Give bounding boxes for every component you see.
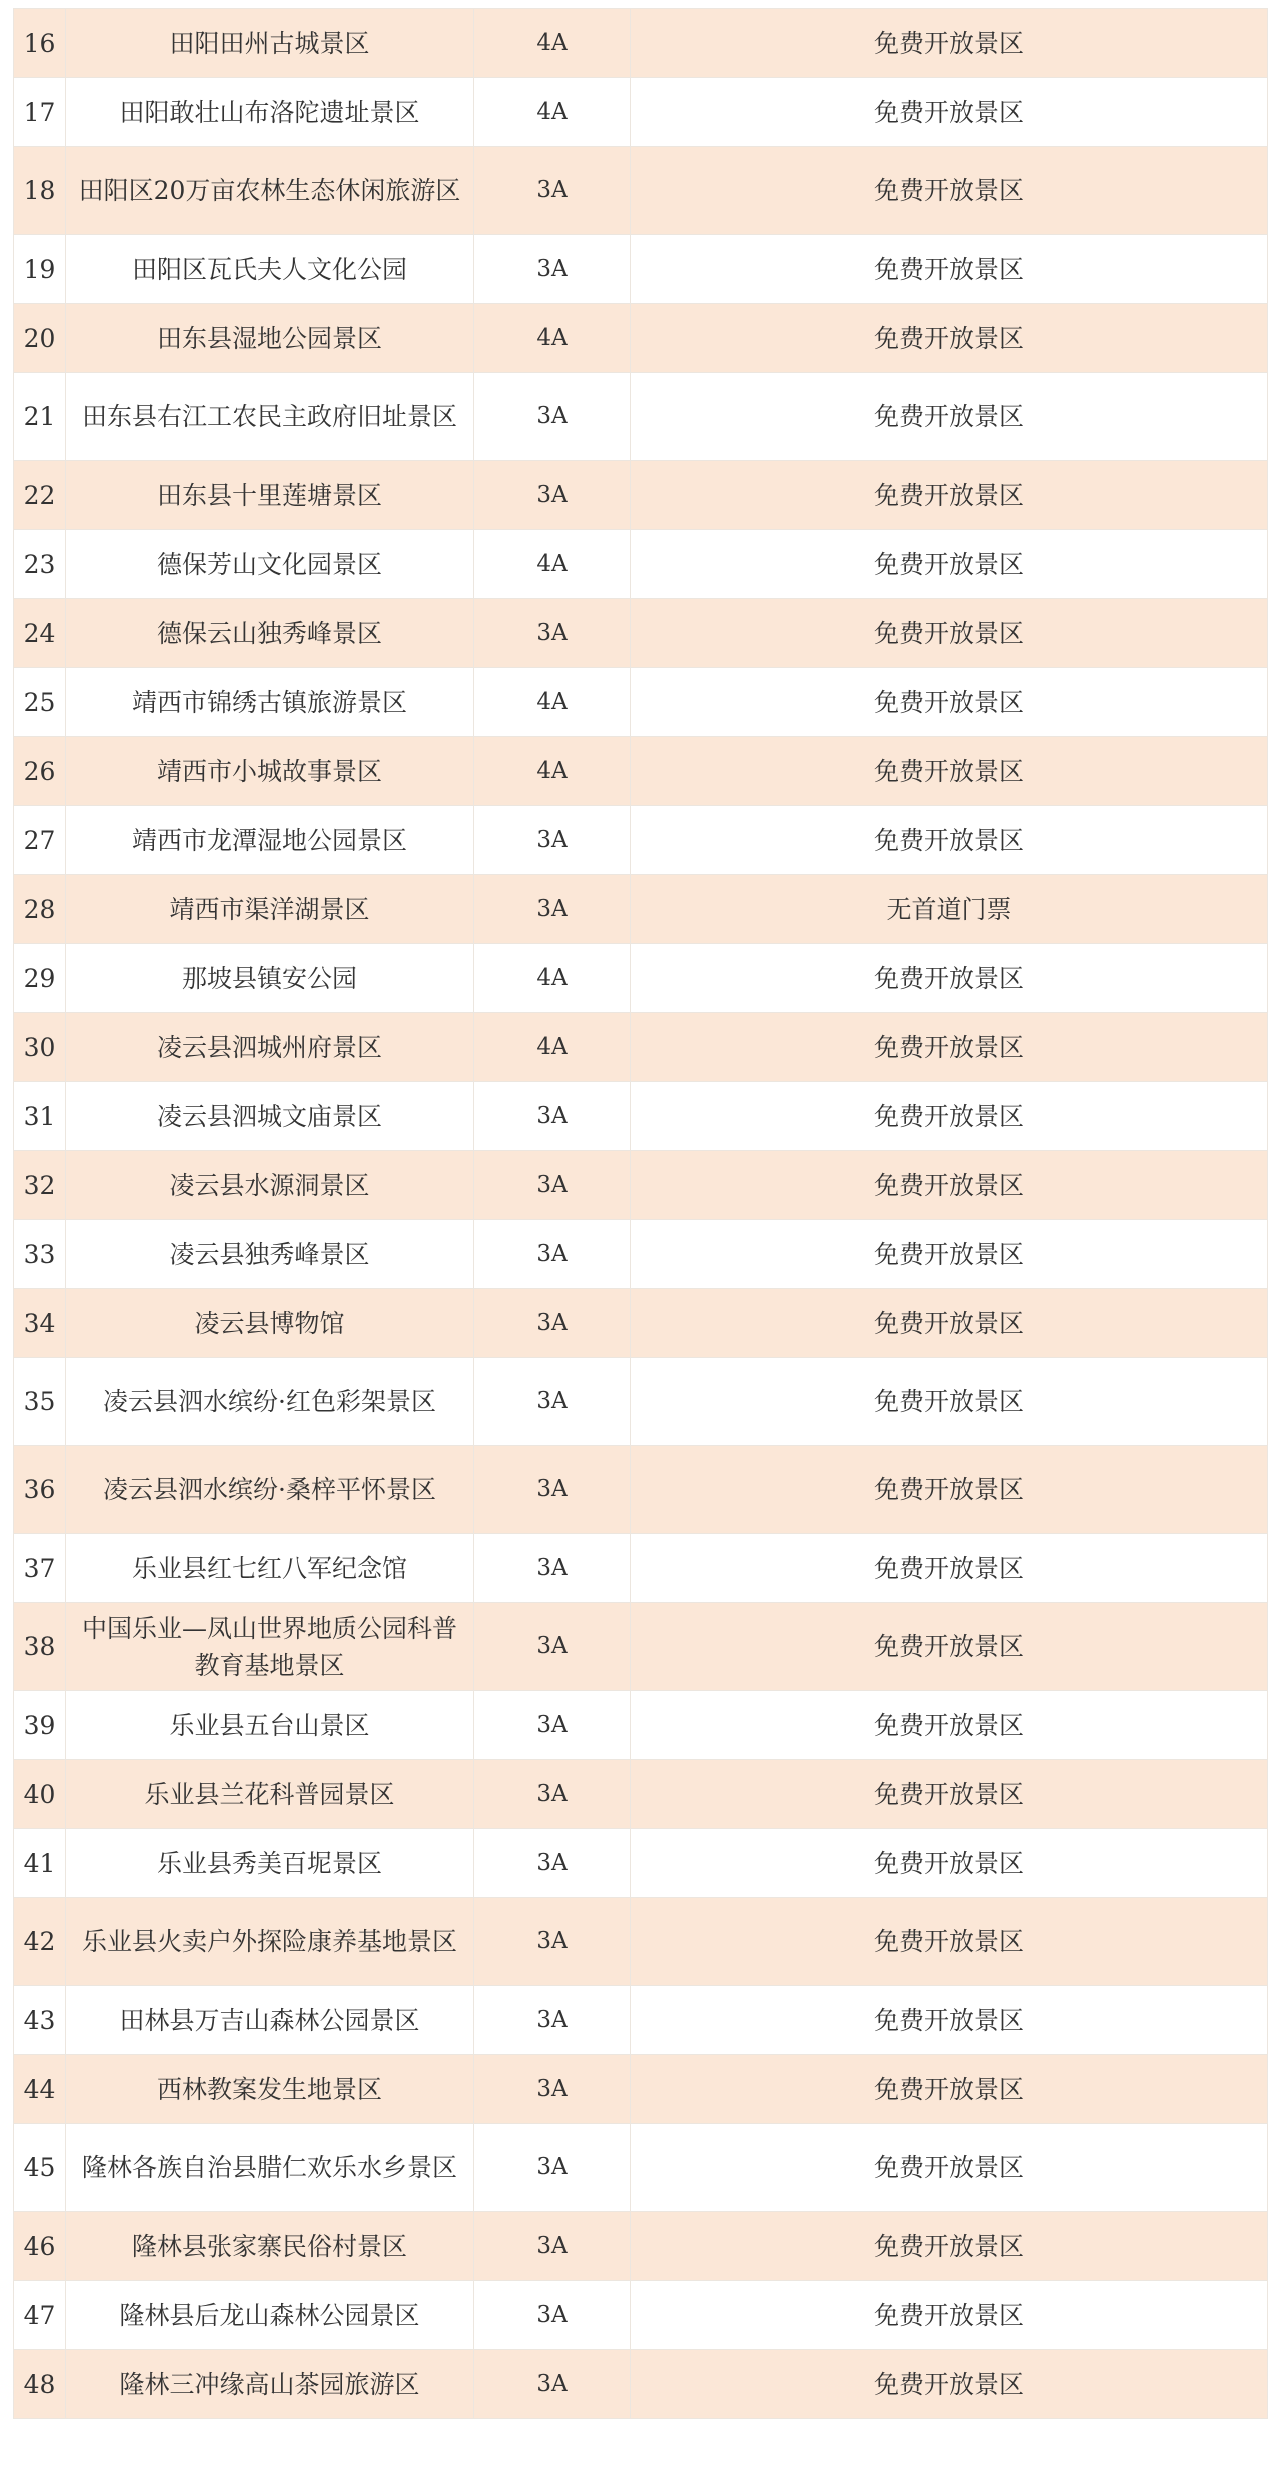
scenic-level: 3A	[474, 1220, 631, 1289]
table-row	[14, 1829, 1268, 1898]
ticket-note: 免费开放景区	[631, 304, 1268, 373]
scenic-spot-name: 西林教案发生地景区	[66, 2055, 474, 2124]
scenic-level: 3A	[474, 1986, 631, 2055]
table-row	[14, 1289, 1268, 1358]
row-number: 36	[14, 1446, 66, 1534]
scenic-level: 3A	[474, 1760, 631, 1829]
scenic-spot-name: 乐业县秀美百坭景区	[66, 1829, 474, 1898]
scenic-spot-name: 德保芳山文化园景区	[66, 530, 474, 599]
ticket-note: 免费开放景区	[631, 1691, 1268, 1760]
ticket-note: 免费开放景区	[631, 1603, 1268, 1691]
ticket-note: 免费开放景区	[631, 668, 1268, 737]
row-number: 43	[14, 1986, 66, 2055]
ticket-note: 免费开放景区	[631, 1446, 1268, 1534]
scenic-spot-name: 隆林三冲缘高山茶园旅游区	[66, 2350, 474, 2419]
scenic-spot-name: 乐业县兰花科普园景区	[66, 1760, 474, 1829]
row-number: 32	[14, 1151, 66, 1220]
table-row	[14, 1898, 1268, 1986]
row-number: 24	[14, 599, 66, 668]
row-number: 35	[14, 1358, 66, 1446]
table-row	[14, 1446, 1268, 1534]
scenic-level: 3A	[474, 373, 631, 461]
table-row	[14, 875, 1268, 944]
scenic-spot-table	[13, 8, 1268, 2419]
scenic-spot-name: 那坡县镇安公园	[66, 944, 474, 1013]
row-number: 18	[14, 147, 66, 235]
scenic-level: 3A	[474, 1603, 631, 1691]
scenic-level: 3A	[474, 1829, 631, 1898]
scenic-level: 3A	[474, 461, 631, 530]
scenic-spot-name: 凌云县泗水缤纷·桑梓平怀景区	[66, 1446, 474, 1534]
ticket-note: 无首道门票	[631, 875, 1268, 944]
scenic-level: 4A	[474, 737, 631, 806]
ticket-note: 免费开放景区	[631, 1534, 1268, 1603]
table-row	[14, 373, 1268, 461]
scenic-spot-name: 乐业县火卖户外探险康养基地景区	[66, 1898, 474, 1986]
scenic-level: 3A	[474, 147, 631, 235]
scenic-spot-name: 乐业县红七红八军纪念馆	[66, 1534, 474, 1603]
table-row	[14, 2350, 1268, 2419]
scenic-spot-name: 隆林各族自治县腊仁欢乐水乡景区	[66, 2124, 474, 2212]
row-number: 17	[14, 78, 66, 147]
row-number: 16	[14, 9, 66, 78]
ticket-note: 免费开放景区	[631, 373, 1268, 461]
scenic-spot-name: 靖西市渠洋湖景区	[66, 875, 474, 944]
row-number: 44	[14, 2055, 66, 2124]
ticket-note: 免费开放景区	[631, 1220, 1268, 1289]
scenic-level: 4A	[474, 668, 631, 737]
table-row	[14, 1760, 1268, 1829]
scenic-level: 4A	[474, 944, 631, 1013]
table-row	[14, 1013, 1268, 1082]
table-row	[14, 1220, 1268, 1289]
scenic-level: 4A	[474, 304, 631, 373]
scenic-spot-name: 田阳区瓦氏夫人文化公园	[66, 235, 474, 304]
row-number: 25	[14, 668, 66, 737]
scenic-level: 3A	[474, 2350, 631, 2419]
ticket-note: 免费开放景区	[631, 235, 1268, 304]
table-row	[14, 2212, 1268, 2281]
ticket-note: 免费开放景区	[631, 2124, 1268, 2212]
ticket-note: 免费开放景区	[631, 599, 1268, 668]
table-row	[14, 461, 1268, 530]
table-row	[14, 2281, 1268, 2350]
ticket-note: 免费开放景区	[631, 9, 1268, 78]
table-row	[14, 9, 1268, 78]
scenic-spot-name: 凌云县泗水缤纷·红色彩架景区	[66, 1358, 474, 1446]
ticket-note: 免费开放景区	[631, 2055, 1268, 2124]
scenic-spot-name: 田阳敢壮山布洛陀遗址景区	[66, 78, 474, 147]
ticket-note: 免费开放景区	[631, 2350, 1268, 2419]
row-number: 46	[14, 2212, 66, 2281]
scenic-level: 3A	[474, 2055, 631, 2124]
scenic-level: 3A	[474, 1534, 631, 1603]
row-number: 27	[14, 806, 66, 875]
scenic-spot-name: 凌云县博物馆	[66, 1289, 474, 1358]
scenic-spot-name: 凌云县独秀峰景区	[66, 1220, 474, 1289]
scenic-spot-name: 中国乐业—凤山世界地质公园科普教育基地景区	[66, 1603, 474, 1691]
row-number: 39	[14, 1691, 66, 1760]
table-row	[14, 1691, 1268, 1760]
scenic-spot-name: 凌云县泗城文庙景区	[66, 1082, 474, 1151]
table-row	[14, 1358, 1268, 1446]
scenic-level: 3A	[474, 2124, 631, 2212]
scenic-spot-name: 靖西市小城故事景区	[66, 737, 474, 806]
table-row	[14, 1082, 1268, 1151]
scenic-spot-name: 靖西市锦绣古镇旅游景区	[66, 668, 474, 737]
scenic-spot-name: 田东县湿地公园景区	[66, 304, 474, 373]
scenic-level: 4A	[474, 9, 631, 78]
ticket-note: 免费开放景区	[631, 1358, 1268, 1446]
scenic-spot-name: 田东县十里莲塘景区	[66, 461, 474, 530]
scenic-level: 3A	[474, 875, 631, 944]
ticket-note: 免费开放景区	[631, 1082, 1268, 1151]
scenic-spot-name: 田东县右江工农民主政府旧址景区	[66, 373, 474, 461]
scenic-level: 3A	[474, 599, 631, 668]
scenic-spot-name: 德保云山独秀峰景区	[66, 599, 474, 668]
scenic-level: 3A	[474, 806, 631, 875]
ticket-note: 免费开放景区	[631, 530, 1268, 599]
row-number: 21	[14, 373, 66, 461]
row-number: 22	[14, 461, 66, 530]
row-number: 38	[14, 1603, 66, 1691]
table-row	[14, 1603, 1268, 1691]
row-number: 31	[14, 1082, 66, 1151]
scenic-level: 4A	[474, 530, 631, 599]
table-row	[14, 2124, 1268, 2212]
table-row	[14, 1151, 1268, 1220]
scenic-spot-name: 田林县万吉山森林公园景区	[66, 1986, 474, 2055]
ticket-note: 免费开放景区	[631, 1013, 1268, 1082]
ticket-note: 免费开放景区	[631, 147, 1268, 235]
scenic-level: 3A	[474, 2212, 631, 2281]
scenic-spot-name: 凌云县水源洞景区	[66, 1151, 474, 1220]
table-row	[14, 1534, 1268, 1603]
row-number: 28	[14, 875, 66, 944]
table-row	[14, 599, 1268, 668]
table-row	[14, 668, 1268, 737]
table-row	[14, 944, 1268, 1013]
table-row	[14, 1986, 1268, 2055]
scenic-level: 3A	[474, 2281, 631, 2350]
table-row	[14, 78, 1268, 147]
row-number: 29	[14, 944, 66, 1013]
scenic-level: 4A	[474, 1013, 631, 1082]
row-number: 48	[14, 2350, 66, 2419]
row-number: 41	[14, 1829, 66, 1898]
ticket-note: 免费开放景区	[631, 2281, 1268, 2350]
scenic-level: 3A	[474, 1691, 631, 1760]
ticket-note: 免费开放景区	[631, 1289, 1268, 1358]
ticket-note: 免费开放景区	[631, 806, 1268, 875]
row-number: 26	[14, 737, 66, 806]
row-number: 30	[14, 1013, 66, 1082]
row-number: 34	[14, 1289, 66, 1358]
row-number: 47	[14, 2281, 66, 2350]
scenic-level: 3A	[474, 235, 631, 304]
scenic-spot-name: 田阳区20万亩农林生态休闲旅游区	[66, 147, 474, 235]
table-row	[14, 304, 1268, 373]
table-row	[14, 2055, 1268, 2124]
table-row	[14, 235, 1268, 304]
scenic-level: 3A	[474, 1289, 631, 1358]
row-number: 19	[14, 235, 66, 304]
scenic-spot-name: 乐业县五台山景区	[66, 1691, 474, 1760]
row-number: 33	[14, 1220, 66, 1289]
ticket-note: 免费开放景区	[631, 1829, 1268, 1898]
row-number: 45	[14, 2124, 66, 2212]
scenic-spot-name: 隆林县后龙山森林公园景区	[66, 2281, 474, 2350]
row-number: 23	[14, 530, 66, 599]
row-number: 42	[14, 1898, 66, 1986]
ticket-note: 免费开放景区	[631, 1760, 1268, 1829]
ticket-note: 免费开放景区	[631, 1986, 1268, 2055]
table-row	[14, 737, 1268, 806]
ticket-note: 免费开放景区	[631, 461, 1268, 530]
scenic-level: 3A	[474, 1151, 631, 1220]
scenic-level: 4A	[474, 78, 631, 147]
row-number: 37	[14, 1534, 66, 1603]
ticket-note: 免费开放景区	[631, 1898, 1268, 1986]
ticket-note: 免费开放景区	[631, 944, 1268, 1013]
ticket-note: 免费开放景区	[631, 1151, 1268, 1220]
scenic-spot-name: 隆林县张家寨民俗村景区	[66, 2212, 474, 2281]
scenic-spot-name: 田阳田州古城景区	[66, 9, 474, 78]
scenic-level: 3A	[474, 1358, 631, 1446]
table-row	[14, 806, 1268, 875]
table-body	[14, 9, 1268, 2419]
scenic-level: 3A	[474, 1082, 631, 1151]
scenic-level: 3A	[474, 1898, 631, 1986]
ticket-note: 免费开放景区	[631, 737, 1268, 806]
ticket-note: 免费开放景区	[631, 2212, 1268, 2281]
row-number: 20	[14, 304, 66, 373]
table-row	[14, 530, 1268, 599]
scenic-spot-name: 靖西市龙潭湿地公园景区	[66, 806, 474, 875]
ticket-note: 免费开放景区	[631, 78, 1268, 147]
scenic-spot-name: 凌云县泗城州府景区	[66, 1013, 474, 1082]
row-number: 40	[14, 1760, 66, 1829]
table-row	[14, 147, 1268, 235]
scenic-level: 3A	[474, 1446, 631, 1534]
